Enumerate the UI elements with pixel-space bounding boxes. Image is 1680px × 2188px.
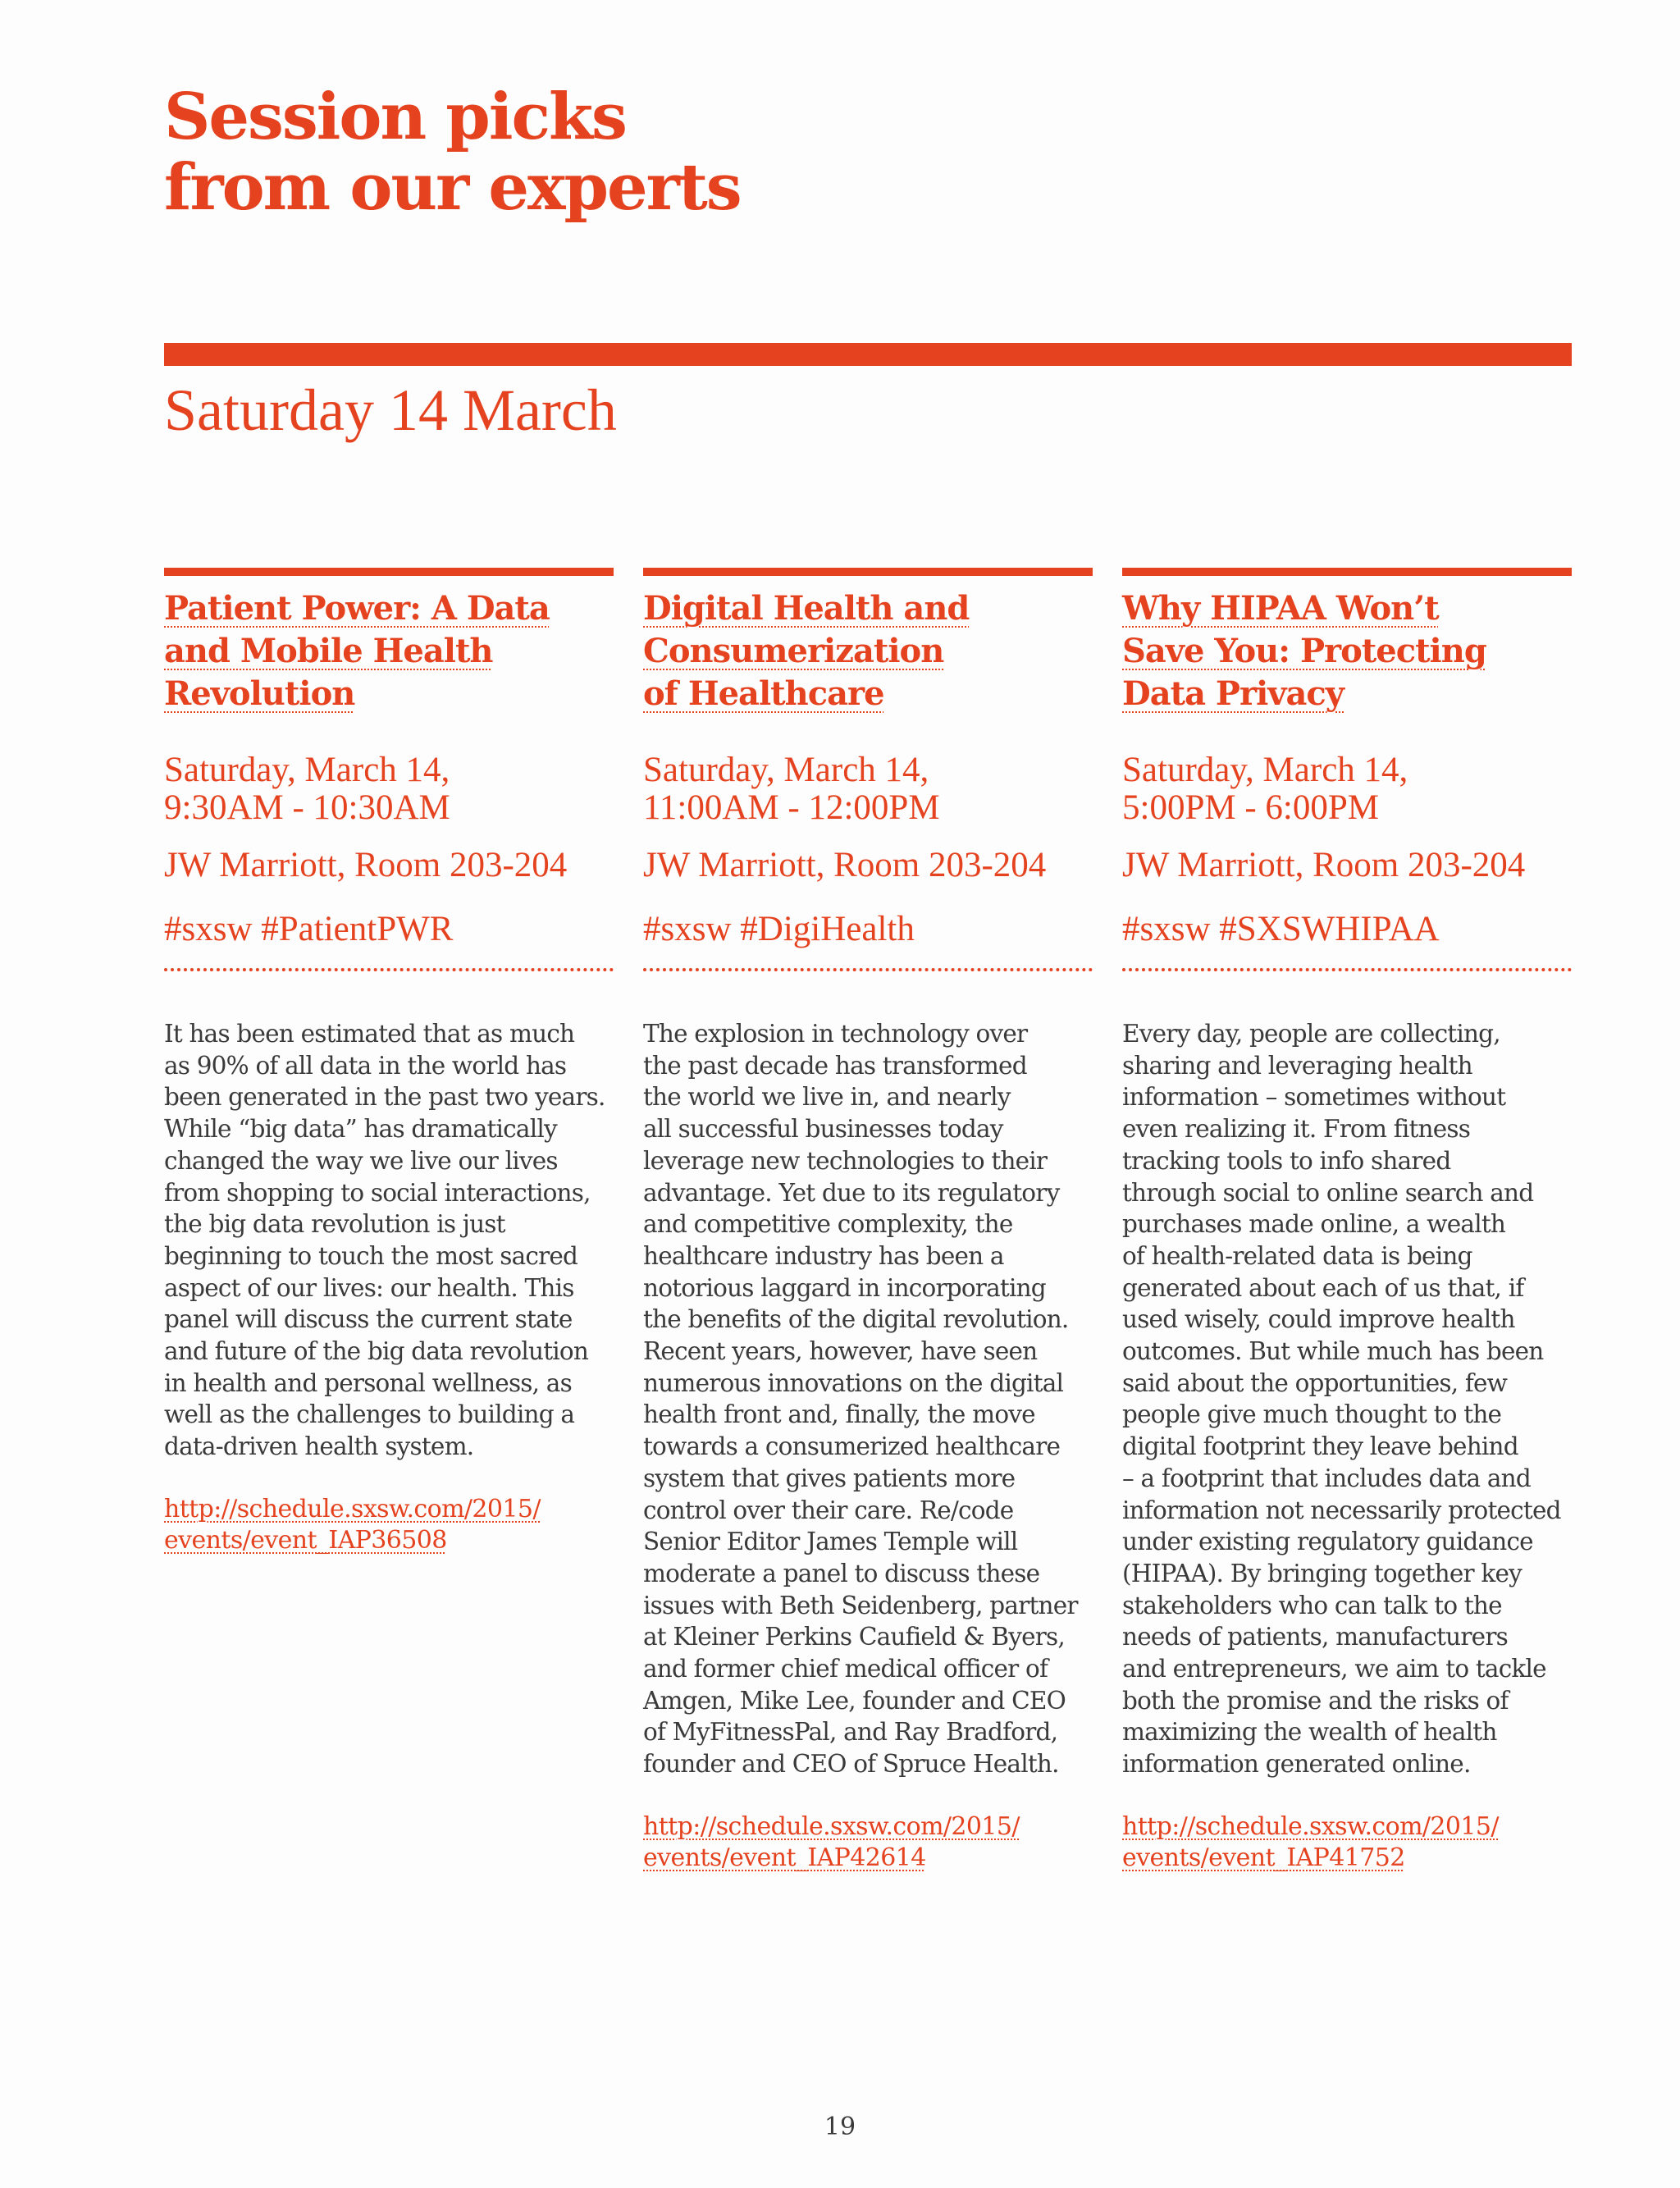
day-divider-bar [164,343,1572,366]
session-card-digital-health [643,568,1093,1874]
page-number: 19 [824,2113,856,2141]
session-title[interactable] [164,587,614,715]
session-schedule-link[interactable]: http://schedule.sxsw.com/2015/ events/event_IAP41752 [1122,1811,1499,1872]
session-date: Saturday, March 14, [1122,751,1408,789]
session-datetime [1122,751,1572,827]
page-title [164,82,741,223]
session-dotted-divider [643,968,1093,971]
session-title-line: Data Privacy [1122,674,1344,713]
session-hashtags: #sxsw #SXSWHIPAA [1122,910,1440,948]
session-datetime [164,751,614,827]
session-description: It has been estimated that as much as 90% of all data in the world has been generated in the past two years. While “big data” has dramatically changed the way we live our lives from shopping to social interactions, the big data revolution is just beginning to touch the most sacred aspect of our lives: our health. This panel will discuss the current state and future of the big data revolution in health and personal wellness, as well as the challenges to building a data-driven health system. [164,1020,605,1461]
session-title-line: and Mobile Health [164,632,493,670]
session-date: Saturday, March 14, [643,751,929,789]
session-card-hipaa [1122,568,1572,1874]
session-venue: JW Marriott, Room 203-204 [1122,846,1526,884]
session-time: 9:30AM - 10:30AM [164,788,450,827]
page-title-line-1: Session picks [164,80,626,154]
session-title-line: Digital Health and [643,589,970,628]
session-title[interactable] [1122,587,1572,715]
session-title-line: Save You: Protecting [1122,632,1486,670]
session-rule [1122,568,1572,576]
session-dotted-divider [1122,968,1572,971]
session-description: Every day, people are collecting, sharing and leveraging health information – sometimes without even realizing it. From fitness tracking tools to info shared through social to online search and purchases made online, a wealth of health-related data is being generated about each of us that, if used wisely, could improve health outcomes. But while much has been said about the opportunities, few people give much thought to the digital footprint they leave behind – a footprint that includes data and information not necessarily protected under existing regulatory guidance (HIPAA). By bringing together key stakeholders who can talk to the needs of patients, manufacturers and entrepreneurs, we aim to tackle both the promise and the risks of maximizing the wealth of health information generated online. [1122,1020,1561,1779]
session-title-line: Revolution [164,674,355,713]
day-heading: Saturday 14 March [164,377,617,443]
session-hashtags: #sxsw #DigiHealth [643,910,915,948]
session-title-line: of Healthcare [643,674,884,713]
session-card-patient-power [164,568,614,1556]
session-title-line: Why HIPAA Won’t [1122,589,1439,628]
session-hashtags: #sxsw #PatientPWR [164,910,454,948]
session-title-line: Patient Power: A Data [164,589,550,628]
session-venue: JW Marriott, Room 203-204 [164,846,568,884]
session-schedule-link[interactable]: http://schedule.sxsw.com/2015/ events/event_IAP36508 [164,1494,541,1555]
session-title[interactable] [643,587,1093,715]
session-venue: JW Marriott, Room 203-204 [643,846,1047,884]
session-rule [164,568,614,576]
session-date: Saturday, March 14, [164,751,450,789]
session-title-line: Consumerization [643,632,944,670]
page-title-line-2: from our experts [164,150,741,225]
session-dotted-divider [164,968,614,971]
session-time: 5:00PM - 6:00PM [1122,788,1380,827]
session-datetime [643,751,1093,827]
session-rule [643,568,1093,576]
session-time: 11:00AM - 12:00PM [643,788,940,827]
session-description: The explosion in technology over the past decade has transformed the world we live in, and nearly all successful businesses today leverage new technologies to their advantage. Yet due to its regulatory and competitive complexity, the healthcare industry has been a notorious laggard in incorporating the benefits of the digital revolution. Recent years, however, have seen numerous innovations on the digital health front and, finally, the move towards a consumerized healthcare system that gives patients more control over their care. Re/code Senior Editor James Temple will moderate a panel to discuss these issues with Beth Seidenberg, partner at Kleiner Perkins Caufield & Byers, and former chief medical officer of Amgen, Mike Lee, founder and CEO of MyFitnessPal, and Ray Bradford, founder and CEO of Spruce Health. [643,1020,1078,1779]
session-schedule-link[interactable]: http://schedule.sxsw.com/2015/ events/event_IAP42614 [643,1811,1020,1872]
